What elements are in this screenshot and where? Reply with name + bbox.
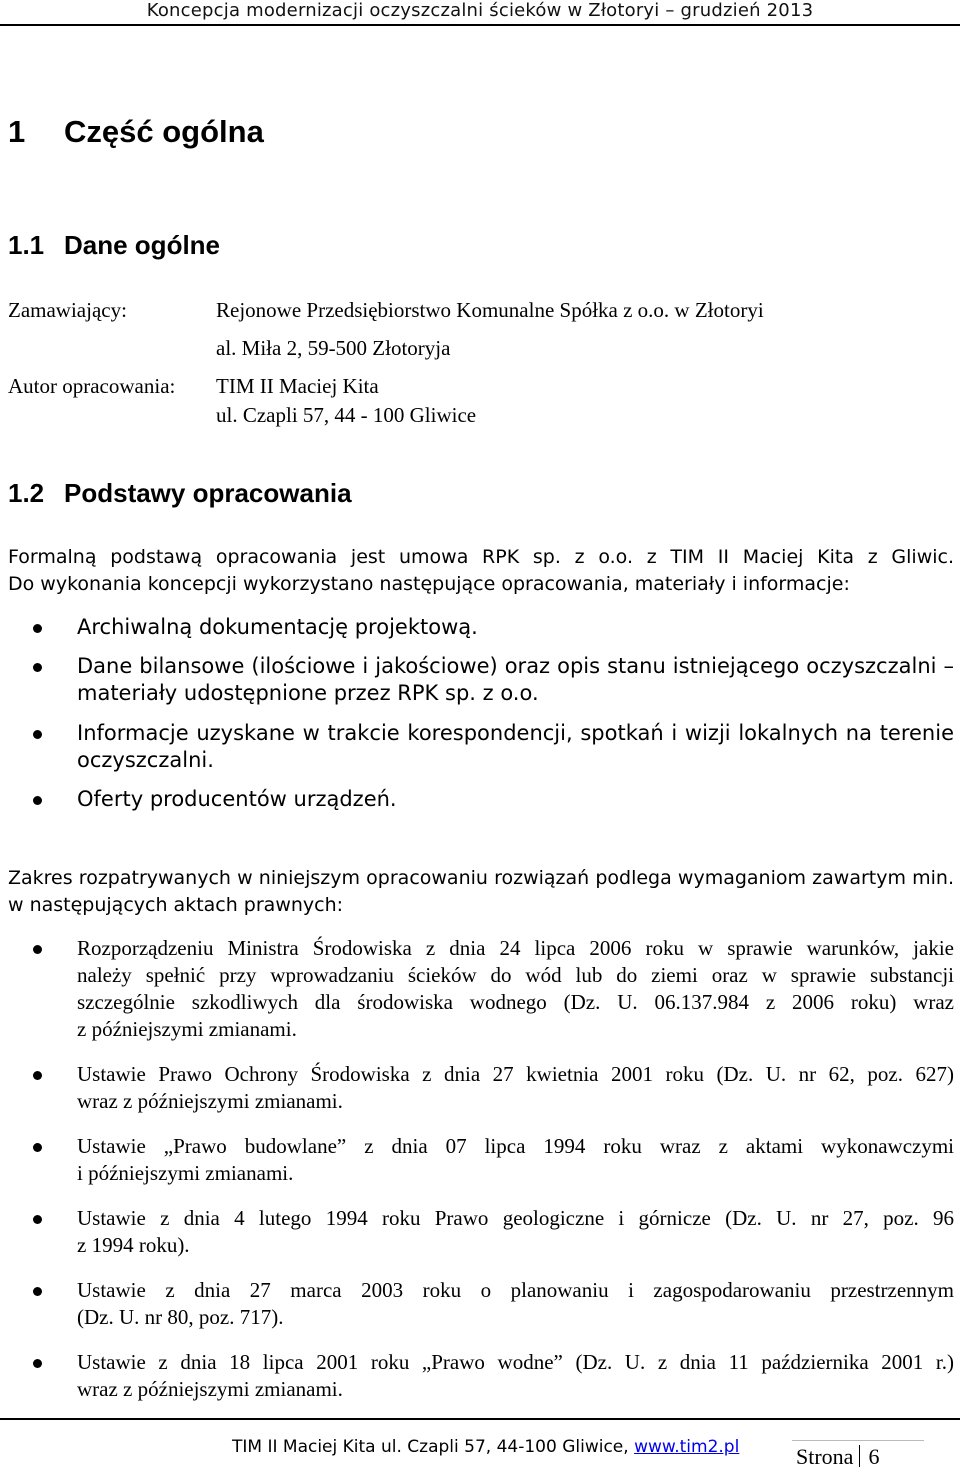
- header-rule: [0, 24, 960, 26]
- list-item-line: Informacje uzyskane w trakcie korespondencji, spotkań i wizji lokalnych na terenie: [77, 721, 954, 745]
- bullet-icon: [33, 624, 42, 633]
- intro-line: Do wykonania koncepcji wykorzystano następujące opracowania, materiały i informacje:: [8, 573, 850, 595]
- footer-website-link[interactable]: www.tim2.pl: [634, 1437, 740, 1457]
- zamawiajacy-label: Zamawiający:: [8, 298, 127, 322]
- list-item-line: Rozporządzeniu Ministra Środowiska z dnia 24 lipca 2006 roku w sprawie warunków, jakie: [77, 936, 954, 960]
- page-number-separator: [859, 1445, 860, 1467]
- legal-acts-list: [0, 935, 960, 1403]
- list-item: [0, 653, 954, 707]
- page-number-rule: [792, 1440, 924, 1441]
- list-item: [0, 1277, 954, 1331]
- list-item-line: Ustawie „Prawo budowlane” z dnia 07 lipca 1994 roku wraz z aktami wykonawczymi: [77, 1134, 954, 1158]
- page-number: [796, 1444, 879, 1470]
- footer-address: [232, 1436, 739, 1458]
- list-item: [0, 1205, 954, 1259]
- list-item: [0, 935, 954, 1043]
- bullet-icon: [33, 663, 42, 672]
- list-item-line: i późniejszymi zmianami.: [77, 1161, 294, 1185]
- list-item-line: Ustawie z dnia 18 lipca 2001 roku „Prawo wodne” (Dz. U. z dnia 11 października 2001 r.): [77, 1350, 954, 1374]
- footer-rule: [0, 1418, 960, 1420]
- section-1-heading: [8, 112, 264, 152]
- list-item: [0, 614, 954, 641]
- scope-line: Zakres rozpatrywanych w niniejszym opracowaniu rozwiązań podlega wymaganiom zawartym min.: [8, 867, 954, 889]
- section-1-title: Część ogólna: [64, 114, 264, 149]
- list-item: [0, 1061, 954, 1115]
- autor-address: ul. Czapli 57, 44 - 100 Gliwice: [216, 403, 477, 427]
- section-1-2-heading: [8, 476, 352, 510]
- bullet-icon: [33, 730, 42, 739]
- section-1-number: 1: [8, 114, 26, 149]
- list-item-line: Ustawie z dnia 27 marca 2003 roku o planowaniu i zagospodarowaniu przestrzennym: [77, 1278, 954, 1302]
- list-item-line: oczyszczalni.: [77, 748, 214, 772]
- list-item-line: z 1994 roku).: [77, 1233, 190, 1257]
- list-item-line: Ustawie z dnia 4 lutego 1994 roku Prawo geologiczne i górnicze (Dz. U. nr 27, poz. 96: [77, 1206, 954, 1230]
- bullet-icon: [33, 796, 42, 805]
- list-item-line: (Dz. U. nr 80, poz. 717).: [77, 1305, 284, 1329]
- list-item-line: wraz z późniejszymi zmianami.: [77, 1089, 343, 1113]
- page-label: Strona: [796, 1444, 854, 1469]
- list-item: [0, 720, 954, 774]
- list-item: [0, 1133, 954, 1187]
- list-item-line: Ustawie Prawo Ochrony Środowiska z dnia 27 kwietnia 2001 roku (Dz. U. nr 62, poz. 627): [77, 1062, 954, 1086]
- list-item-line: Dane bilansowe (ilościowe i jakościowe) oraz opis stanu istniejącego oczyszczalni –: [77, 654, 954, 678]
- bullet-icon: [33, 1359, 42, 1368]
- section-1-1-number: 1.1: [8, 230, 45, 260]
- zamawiajacy-name: Rejonowe Przedsiębiorstwo Komunalne Spółka z o.o. w Złotoryi: [216, 298, 764, 322]
- running-header: Koncepcja modernizacji oczyszczalni ścieków w Złotoryi – grudzień 2013: [146, 0, 814, 21]
- bullet-icon: [33, 1215, 42, 1224]
- scope-line: w następujących aktach prawnych:: [8, 894, 344, 916]
- list-item-line: Archiwalną dokumentację projektową.: [77, 615, 478, 639]
- scope-paragraph: [8, 865, 954, 919]
- zamawiajacy-address: al. Miła 2, 59-500 Złotoryja: [216, 336, 451, 360]
- list-item-line: szczególnie szkodliwych dla środowiska wodnego (Dz. U. 06.137.984 z 2006 roku) wraz: [77, 990, 954, 1014]
- footer-address-text: TIM II Maciej Kita ul. Czapli 57, 44-100 Gliwice,: [232, 1437, 635, 1457]
- bullet-icon: [33, 1071, 42, 1080]
- autor-name: TIM II Maciej Kita: [216, 374, 379, 398]
- list-item-line: wraz z późniejszymi zmianami.: [77, 1377, 343, 1401]
- intro-line: Formalną podstawą opracowania jest umowa RPK sp. z o.o. z TIM II Maciej Kita z Gliwic.: [8, 546, 954, 568]
- section-1-2-title: Podstawy opracowania: [64, 478, 352, 508]
- list-item-line: należy spełnić przy wprowadzaniu ścieków do wód lub do ziemi oraz w sprawie substancji: [77, 963, 954, 987]
- list-item-line: materiały udostępnione przez RPK sp. z o.o.: [77, 681, 539, 705]
- list-item-line: z późniejszymi zmianami.: [77, 1017, 297, 1041]
- bullet-icon: [33, 945, 42, 954]
- page-number-value: 6: [868, 1444, 880, 1469]
- section-1-1-title: Dane ogólne: [64, 230, 221, 260]
- list-item: [0, 1349, 954, 1403]
- bullet-icon: [33, 1287, 42, 1296]
- list-item: [0, 786, 954, 813]
- list-item-line: Oferty producentów urządzeń.: [77, 787, 397, 811]
- section-1-2-number: 1.2: [8, 478, 45, 508]
- section-1-1-heading: [8, 228, 220, 262]
- materials-list: [0, 614, 960, 813]
- autor-label: Autor opracowania:: [8, 374, 176, 398]
- bullet-icon: [33, 1143, 42, 1152]
- intro-paragraph: [8, 544, 954, 598]
